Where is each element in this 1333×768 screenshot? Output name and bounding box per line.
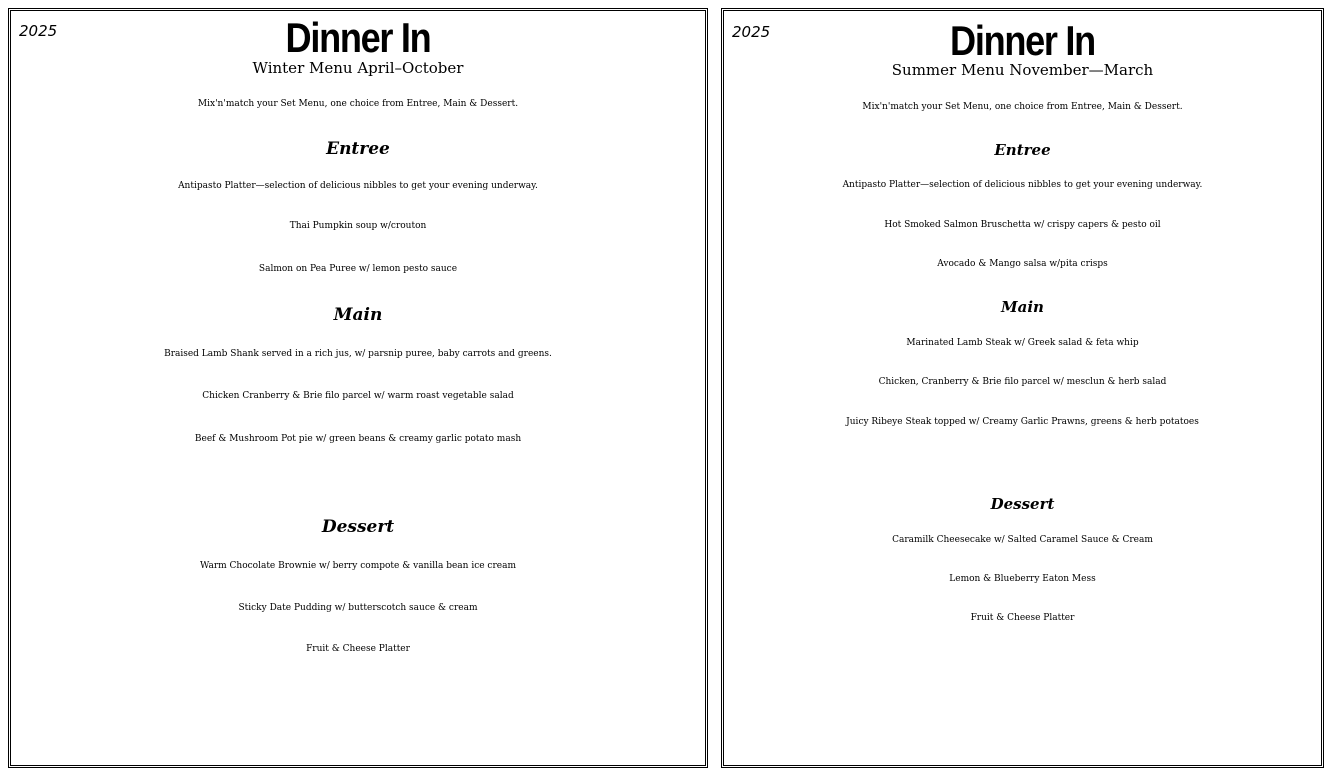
main-item: Juicy Ribeye Steak topped w/ Creamy Garlic Prawns, greens & herb potatoes <box>846 417 1199 427</box>
menu-title: Dinner In <box>950 17 1095 64</box>
entree-item: Antipasto Platter—selection of delicious nibbles to get your evening underway. <box>842 180 1203 190</box>
entree-heading: Entree <box>326 139 390 159</box>
dessert-item: Lemon & Blueberry Eaton Mess <box>949 574 1096 584</box>
summer-menu-page <box>721 8 1324 768</box>
winter-menu-page <box>8 8 708 768</box>
entree-item: Hot Smoked Salmon Bruschetta w/ crispy capers & pesto oil <box>884 220 1161 230</box>
menu-title: Dinner In <box>285 14 431 61</box>
dessert-item: Fruit & Cheese Platter <box>970 613 1075 623</box>
main-item: Beef & Mushroom Pot pie w/ green beans & creamy garlic potato mash <box>194 434 522 444</box>
year-label: 2025 <box>19 22 58 40</box>
main-item: Chicken, Cranberry & Brie filo parcel w/ mesclun & herb salad <box>878 377 1167 387</box>
dessert-item: Warm Chocolate Brownie w/ berry compote & vanilla bean ice cream <box>199 561 516 571</box>
dessert-heading: Dessert <box>321 517 395 537</box>
main-item: Marinated Lamb Steak w/ Greek salad & feta whip <box>906 338 1139 348</box>
year-label: 2025 <box>732 23 771 41</box>
entree-item: Avocado & Mango salsa w/pita crisps <box>937 259 1108 269</box>
menu-intro: Mix'n'match your Set Menu, one choice from Entree, Main & Dessert. <box>862 102 1183 112</box>
dessert-item: Caramilk Cheesecake w/ Salted Caramel Sauce & Cream <box>892 535 1153 545</box>
entree-item: Thai Pumpkin soup w/crouton <box>289 221 427 231</box>
entree-heading: Entree <box>994 141 1051 159</box>
main-item: Braised Lamb Shank served in a rich jus, w/ parsnip puree, baby carrots and greens. <box>164 349 552 359</box>
menu-intro: Mix'n'match your Set Menu, one choice from Entree, Main & Dessert. <box>197 99 519 109</box>
main-heading: Main <box>1001 298 1044 316</box>
menu-subtitle: Winter Menu April–October <box>252 59 464 77</box>
entree-item: Antipasto Platter—selection of delicious nibbles to get your evening underway. <box>178 181 538 191</box>
dessert-item: Fruit & Cheese Platter <box>306 644 410 654</box>
entree-item: Salmon on Pea Puree w/ lemon pesto sauce <box>258 264 458 274</box>
dessert-heading: Dessert <box>990 495 1055 513</box>
dessert-item: Sticky Date Pudding w/ butterscotch sauce & cream <box>238 603 478 613</box>
menu-subtitle: Summer Menu November—March <box>891 61 1154 79</box>
main-heading: Main <box>333 305 383 325</box>
main-item: Chicken Cranberry & Brie filo parcel w/ warm roast vegetable salad <box>202 391 514 401</box>
